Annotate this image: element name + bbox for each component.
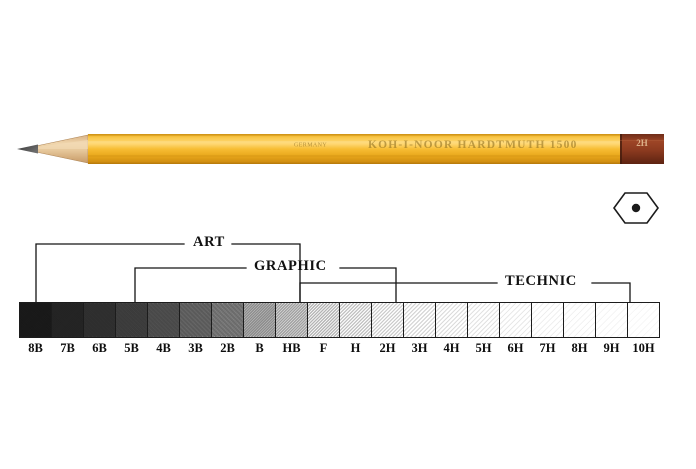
swatch-cell [275, 302, 308, 338]
svg-text:GERMANY: GERMANY [294, 142, 328, 149]
swatch-cell [467, 302, 500, 338]
swatch-cell [531, 302, 564, 338]
grade-label: 10H [632, 341, 655, 355]
grade-label: 5H [475, 341, 492, 355]
grade-label-row [19, 341, 659, 356]
swatch-cell [179, 302, 212, 338]
hexagonal-cross-section-icon [612, 188, 660, 228]
swatch-cell [627, 302, 660, 338]
swatch-cell [51, 302, 84, 338]
swatch-cell [595, 302, 628, 338]
bracket-label-art: ART [193, 234, 225, 250]
swatch-cell [563, 302, 596, 338]
grade-label: 5B [124, 341, 139, 355]
grade-label: B [255, 341, 264, 355]
grade-label: 3B [188, 341, 203, 355]
grade-label: 8H [571, 341, 588, 355]
swatch-cell [147, 302, 180, 338]
swatch-cell [115, 302, 148, 338]
svg-text:2H: 2H [636, 138, 648, 148]
grade-label: 4H [443, 341, 460, 355]
swatch-cell [339, 302, 372, 338]
grade-label: 2B [220, 341, 235, 355]
category-brackets [0, 225, 696, 310]
bracket-art-left [36, 244, 184, 302]
grade-label: F [319, 341, 328, 355]
bracket-technic-right [592, 283, 630, 302]
pencil-illustration [16, 118, 664, 180]
swatch-cell [371, 302, 404, 338]
grade-label: 3H [411, 341, 428, 355]
swatch-cell [499, 302, 532, 338]
swatch-cell [307, 302, 340, 338]
grade-label: 6B [92, 341, 107, 355]
grade-label: 7B [60, 341, 75, 355]
graphite-swatch-strip [19, 302, 659, 338]
pencil-lead [17, 145, 38, 154]
pencil-end-cap [620, 134, 664, 164]
bracket-technic-left [300, 283, 497, 302]
swatch-cell [83, 302, 116, 338]
svg-text:KOH-I-NOOR HARDTMUTH 1500: KOH-I-NOOR HARDTMUTH 1500 [368, 139, 578, 151]
swatch-cell [403, 302, 436, 338]
bracket-label-graphic: GRAPHIC [254, 258, 327, 274]
grade-label: H [350, 341, 361, 355]
bracket-graphic-left [135, 268, 246, 302]
grade-label: 9H [603, 341, 620, 355]
bracket-label-technic: TECHNIC [505, 273, 577, 289]
grade-label: 8B [28, 341, 43, 355]
swatch-cell [211, 302, 244, 338]
swatch-cell [435, 302, 468, 338]
grade-label: 7H [539, 341, 556, 355]
grade-label: 6H [507, 341, 524, 355]
grade-label: 2H [379, 341, 396, 355]
swatch-cell [243, 302, 276, 338]
grade-label: 4B [156, 341, 171, 355]
bracket-graphic-right [340, 268, 396, 302]
grade-label: HB [282, 341, 301, 355]
swatch-cell [19, 302, 52, 338]
